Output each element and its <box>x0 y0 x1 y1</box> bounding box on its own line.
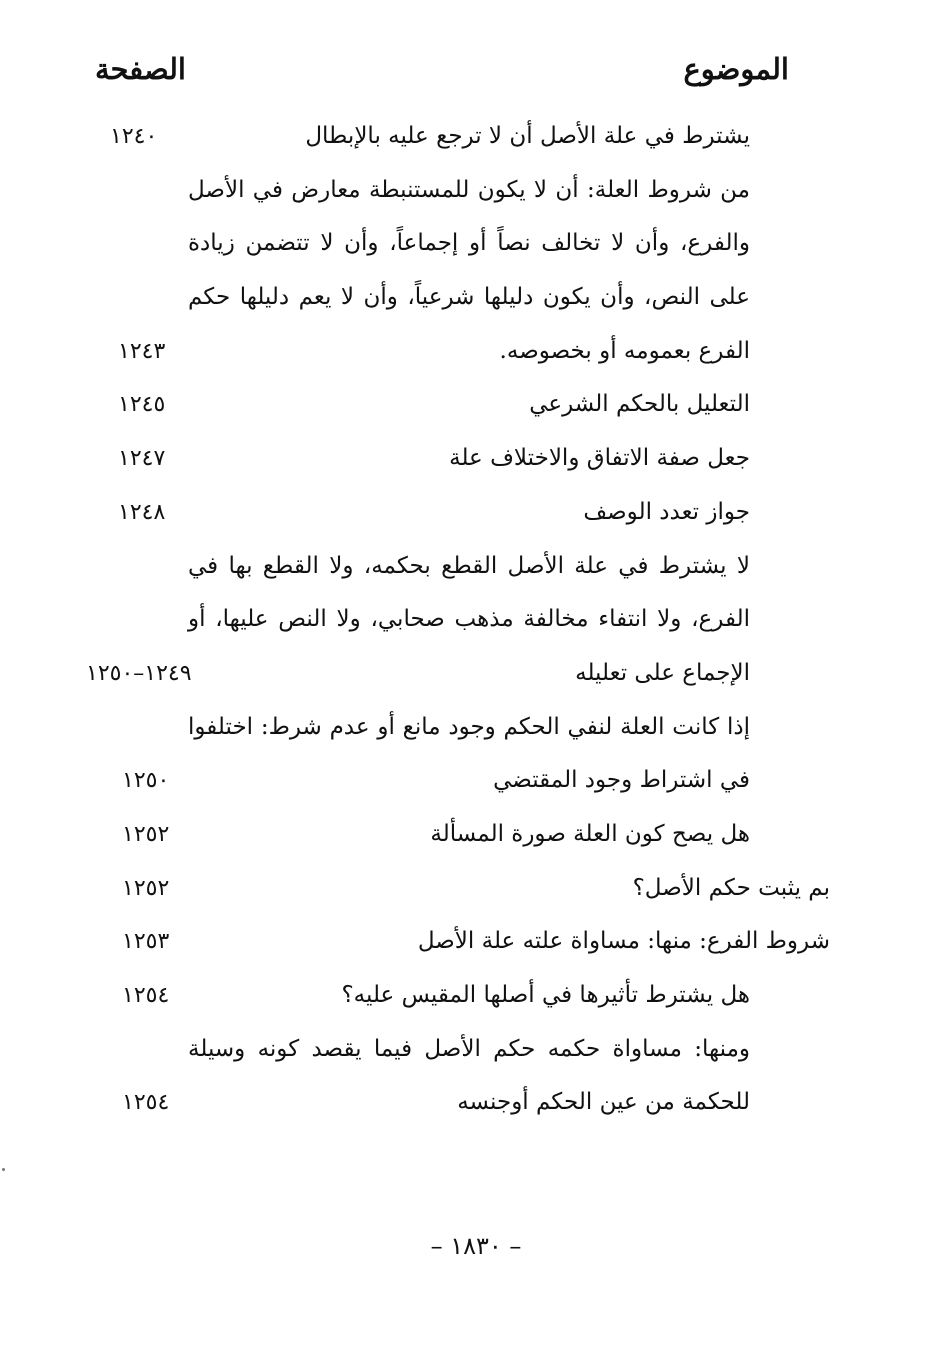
index-row <box>0 217 952 271</box>
index-row <box>0 701 952 755</box>
entry-text: هل يصح كون العلة صورة المسألة <box>430 820 750 847</box>
topic-column-heading: الموضوع <box>683 52 789 86</box>
entry-text: من شروط العلة: أن لا يكون للمستنبطة معارض في الأصل <box>188 176 750 203</box>
index-row <box>0 1023 952 1077</box>
index-row <box>0 110 952 164</box>
index-row <box>0 1076 952 1130</box>
entry-text: الفرع، ولا انتفاء مخالفة مذهب صحابي، ولا النص عليها، أو <box>188 606 750 633</box>
entry-text: هل يشترط تأثيرها في أصلها المقيس عليه؟ <box>341 982 750 1008</box>
entry-text: والفرع، وأن لا تخالف نصاً أو إجماعاً، وأن لا تتضمن زيادة <box>188 230 750 257</box>
index-row <box>0 486 952 540</box>
index-row <box>0 593 952 647</box>
index-entries <box>0 110 952 1130</box>
scan-speck <box>2 1168 5 1171</box>
index-row <box>0 540 952 594</box>
index-row <box>0 325 952 379</box>
entry-page-number: ١٢٤٧ <box>118 446 166 472</box>
entry-page-number: ١٢٥٢ <box>122 875 170 901</box>
entry-text: بم يثبت حكم الأصل؟ <box>632 874 830 901</box>
entry-page-number: ١٢٤٣ <box>118 338 166 364</box>
index-row <box>0 432 952 486</box>
page-column-heading: الصفحة <box>95 52 186 86</box>
entry-text: إذا كانت العلة لنفي الحكم وجود مانع أو عدم شرط: اختلفوا <box>188 713 750 740</box>
page-footer-number: – ١٨٣٠ – <box>430 1232 522 1260</box>
entry-page-number: ١٢٤٩–١٢٥٠ <box>86 660 192 686</box>
index-row <box>0 164 952 218</box>
entry-page-number: ١٢٤٥ <box>118 392 166 418</box>
index-row <box>0 915 952 969</box>
entry-page-number: ١٢٥٤ <box>122 1090 170 1116</box>
entry-text: لا يشترط في علة الأصل القطع بحكمه، ولا القطع بها في <box>188 552 750 579</box>
index-row <box>0 271 952 325</box>
index-row <box>0 862 952 916</box>
index-row <box>0 647 952 701</box>
entry-text: شروط الفرع: منها: مساواة علته علة الأصل <box>417 928 830 955</box>
index-row <box>0 754 952 808</box>
column-header <box>95 52 795 102</box>
entry-page-number: ١٢٥٣ <box>122 929 170 955</box>
entry-text: ومنها: مساواة حكمه حكم الأصل فيما يقصد كونه وسيلة <box>188 1035 750 1062</box>
entry-text: جعل صفة الاتفاق والاختلاف علة <box>449 445 750 472</box>
entry-text: يشترط في علة الأصل أن لا ترجع عليه بالإبطال <box>305 123 750 149</box>
entry-text: على النص، وأن يكون دليلها شرعياً، وأن لا يعم دليلها حكم <box>188 284 750 311</box>
entry-text: جواز تعدد الوصف <box>583 498 750 525</box>
entry-page-number: ١٢٥٤ <box>122 983 170 1008</box>
entry-page-number: ١٢٥٠ <box>122 768 170 794</box>
entry-page-number: ١٢٤٠ <box>110 124 158 149</box>
entry-text: الفرع بعمومه أو بخصوصه. <box>499 337 750 364</box>
entry-page-number: ١٢٥٢ <box>122 821 170 847</box>
entry-text: في اشتراط وجود المقتضي <box>493 767 750 794</box>
entry-text: الإجماع على تعليله <box>575 659 750 686</box>
entry-page-number: ١٢٤٨ <box>118 499 166 525</box>
entry-text: التعليل بالحكم الشرعي <box>529 391 750 418</box>
index-row <box>0 378 952 432</box>
entry-text: للحكمة من عين الحكم أوجنسه <box>457 1089 750 1116</box>
index-row <box>0 808 952 862</box>
index-row <box>0 969 952 1023</box>
